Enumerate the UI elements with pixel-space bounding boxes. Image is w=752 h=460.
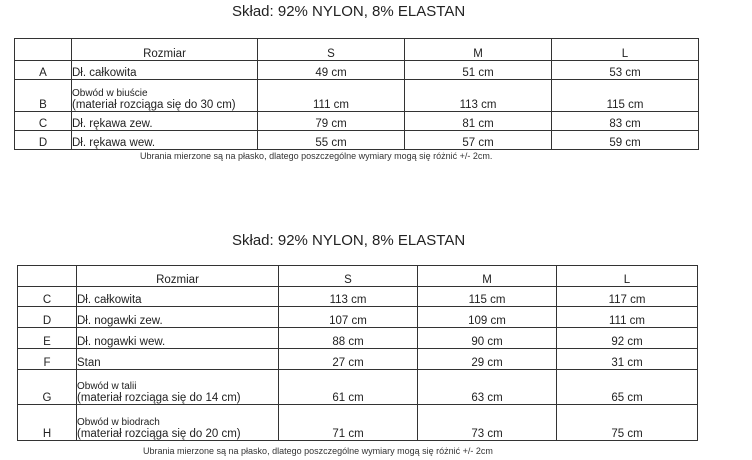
measurement-note-bottom: Ubrania mierzone są na płasko, dlatego poszczególne wymiary mogą się różnić +/- 2cm [143, 446, 493, 456]
header-empty [18, 266, 77, 287]
table-row [18, 287, 698, 307]
value-l: 115 cm [552, 80, 699, 112]
value-m: 73 cm [418, 405, 557, 441]
value-m: 63 cm [418, 370, 557, 405]
value-m: 115 cm [418, 287, 557, 307]
row-code: C [18, 287, 77, 307]
row-code: H [18, 405, 77, 441]
row-code: G [18, 370, 77, 405]
header-l: L [557, 266, 698, 287]
value-l: 117 cm [557, 287, 698, 307]
table-row [15, 80, 699, 112]
row-label-line1: Obwód w biodrach [77, 417, 160, 428]
value-l: 65 cm [557, 370, 698, 405]
row-label-line1: Obwód w biuście [72, 88, 148, 99]
table-row [18, 307, 698, 328]
row-label-line2: (materiał rozciąga się do 20 cm) [77, 428, 241, 440]
row-label-line1: Obwód w talii [77, 381, 137, 392]
header-size: Rozmiar [72, 39, 258, 61]
composition-title-bottom: Skład: 92% NYLON, 8% ELASTAN [232, 232, 466, 249]
header-empty [15, 39, 72, 61]
value-l: 111 cm [557, 307, 698, 328]
table-row [15, 112, 699, 131]
row-code: E [18, 328, 77, 349]
table-row [15, 131, 699, 150]
header-l: L [552, 39, 699, 61]
row-label [72, 80, 258, 112]
size-table-bottom [17, 265, 698, 441]
row-label-line2: (materiał rozciąga się do 30 cm) [72, 99, 236, 111]
header-s: S [258, 39, 405, 61]
value-s: 61 cm [279, 370, 418, 405]
value-s: 71 cm [279, 405, 418, 441]
table-row [18, 328, 698, 349]
row-label: Dł. nogawki zew. [77, 307, 279, 328]
table-header-row [18, 266, 698, 287]
value-m: 81 cm [405, 112, 552, 131]
header-s: S [279, 266, 418, 287]
value-s: 113 cm [279, 287, 418, 307]
value-s: 88 cm [279, 328, 418, 349]
row-label-line2: (materiał rozciąga się do 14 cm) [77, 392, 241, 404]
table-header-row [15, 39, 699, 61]
value-m: 113 cm [405, 80, 552, 112]
value-s: 107 cm [279, 307, 418, 328]
header-m: M [418, 266, 557, 287]
value-l: 59 cm [552, 131, 699, 150]
row-label [77, 405, 279, 441]
table-row [18, 370, 698, 405]
value-m: 57 cm [405, 131, 552, 150]
row-label: Dł. rękawa zew. [72, 112, 258, 131]
value-m: 109 cm [418, 307, 557, 328]
value-l: 53 cm [552, 61, 699, 80]
row-label [77, 370, 279, 405]
table-row [18, 405, 698, 441]
value-s: 49 cm [258, 61, 405, 80]
value-s: 27 cm [279, 349, 418, 370]
row-code: D [15, 131, 72, 150]
value-s: 79 cm [258, 112, 405, 131]
composition-title-top: Skład: 92% NYLON, 8% ELASTAN [232, 3, 466, 20]
value-l: 31 cm [557, 349, 698, 370]
value-s: 111 cm [258, 80, 405, 112]
value-s: 55 cm [258, 131, 405, 150]
row-label: Dł. całkowita [72, 61, 258, 80]
row-code: B [15, 80, 72, 112]
value-m: 29 cm [418, 349, 557, 370]
table-row [15, 61, 699, 80]
value-l: 92 cm [557, 328, 698, 349]
measurement-note-top: Ubrania mierzone są na płasko, dlatego poszczególne wymiary mogą się różnić +/- 2cm. [140, 151, 493, 161]
row-label: Stan [77, 349, 279, 370]
value-l: 83 cm [552, 112, 699, 131]
table-row [18, 349, 698, 370]
value-m: 90 cm [418, 328, 557, 349]
value-l: 75 cm [557, 405, 698, 441]
row-code: C [15, 112, 72, 131]
row-label: Dł. nogawki wew. [77, 328, 279, 349]
row-code: D [18, 307, 77, 328]
row-code: A [15, 61, 72, 80]
value-m: 51 cm [405, 61, 552, 80]
row-label: Dł. całkowita [77, 287, 279, 307]
row-code: F [18, 349, 77, 370]
header-m: M [405, 39, 552, 61]
header-size: Rozmiar [77, 266, 279, 287]
size-table-top [14, 38, 699, 150]
row-label: Dł. rękawa wew. [72, 131, 258, 150]
